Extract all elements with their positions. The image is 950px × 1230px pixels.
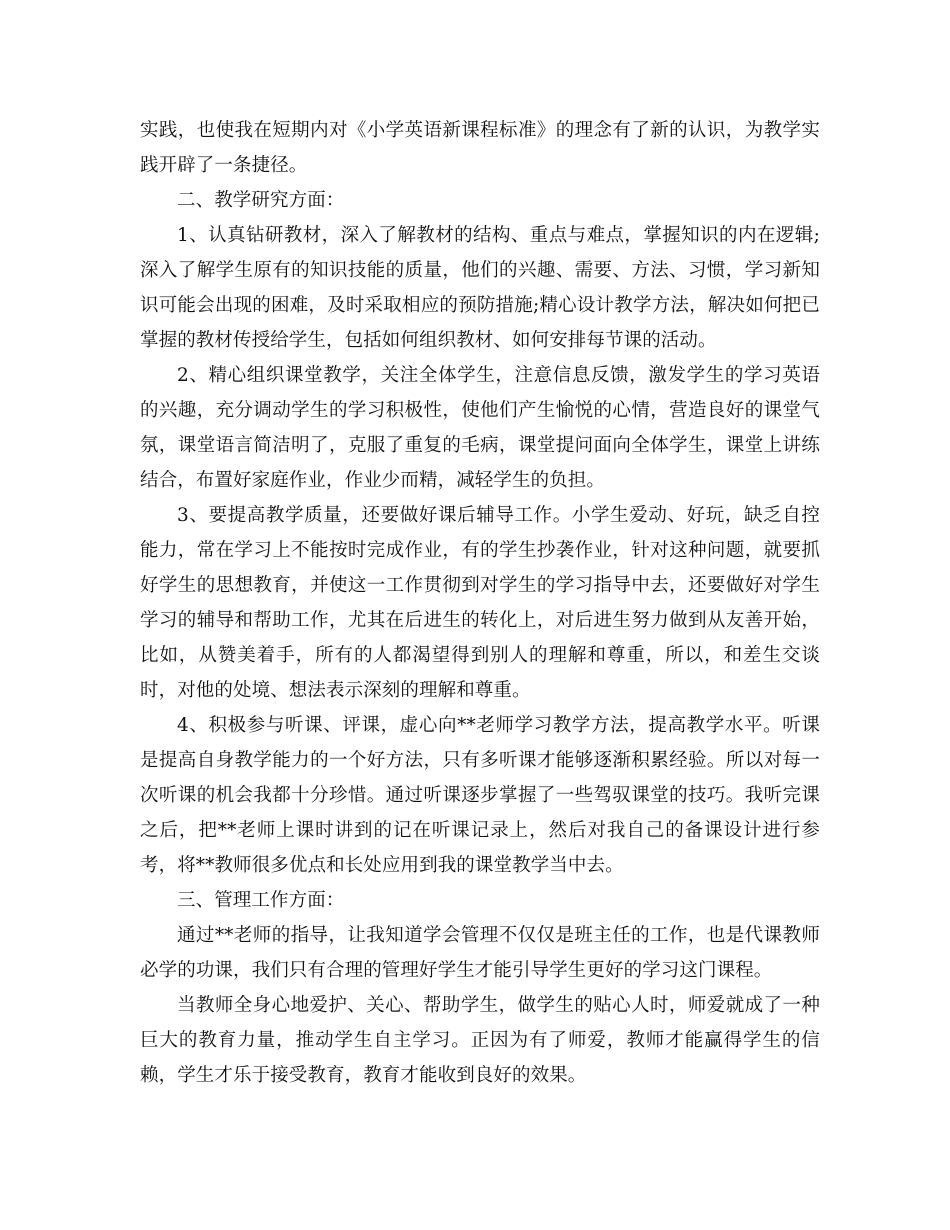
paragraph-continuation: 实践，也使我在短期内对《小学英语新课程标准》的理念有了新的认识，为教学实践开辟了一条捷径。 — [140, 120, 820, 176]
section-heading-management: 三、管理工作方面： — [177, 890, 345, 911]
paragraph-item-1: 1、认真钻研教材，深入了解教材的结构、重点与难点，掌握知识的内在逻辑;深入了解学生原有的知识技能的质量，他们的兴趣、需要、方法、习惯，学习新知识可能会出现的困难，及时采取相应的预防措施;精心设计教学方法，解决如何把已掌握的教材传授给学生，包括如何组织教材、如何安排每节课的活动。 — [140, 225, 820, 351]
paragraph-management-1: 通过**老师的指导，让我知道学会管理不仅仅是班主任的工作，也是代课教师必学的功课，我们只有合理的管理好学生才能引导学生更好的学习这门课程。 — [140, 925, 820, 981]
paragraph-item-4: 4、积极参与听课、评课，虚心向**老师学习教学方法，提高教学水平。听课是提高自身教学能力的一个好方法，只有多听课才能够逐渐积累经验。所以对每一次听课的机会我都十分珍惜。通过听课逐步掌握了一些驾驭课堂的技巧。我听完课之后，把**老师上课时讲到的记在听课记录上，然后对我自己的备课设计进行参考，将**教师很多优点和长处应用到我的课堂教学当中去。 — [140, 715, 820, 876]
paragraph-item-3: 3、要提高教学质量，还要做好课后辅导工作。小学生爱动、好玩，缺乏自控能力，常在学习上不能按时完成作业，有的学生抄袭作业，针对这种问题，就要抓好学生的思想教育，并使这一工作贯彻到对学生的学习指导中去，还要做好对学生学习的辅导和帮助工作，尤其在后进生的转化上，对后进生努力做到从友善开始，比如，从赞美着手，所有的人都渴望得到别人的理解和尊重，所以，和差生交谈时，对他的处境、想法表示深刻的理解和尊重。 — [140, 505, 820, 701]
paragraph-management-2: 当教师全身心地爱护、关心、帮助学生，做学生的贴心人时，师爱就成了一种巨大的教育力量，推动学生自主学习。正因为有了师爱，教师才能赢得学生的信赖，学生才乐于接受教育，教育才能收到良好的效果。 — [140, 995, 820, 1086]
document-body — [140, 113, 820, 1093]
section-heading-teaching-research: 二、教学研究方面： — [177, 190, 345, 211]
paragraph-item-2: 2、精心组织课堂教学，关注全体学生，注意信息反馈，激发学生的学习英语的兴趣，充分调动学生的学习积极性，使他们产生愉悦的心情，营造良好的课堂气氛，课堂语言简洁明了，克服了重复的毛病，课堂提问面向全体学生，课堂上讲练结合，布置好家庭作业，作业少而精，减轻学生的负担。 — [140, 365, 820, 491]
